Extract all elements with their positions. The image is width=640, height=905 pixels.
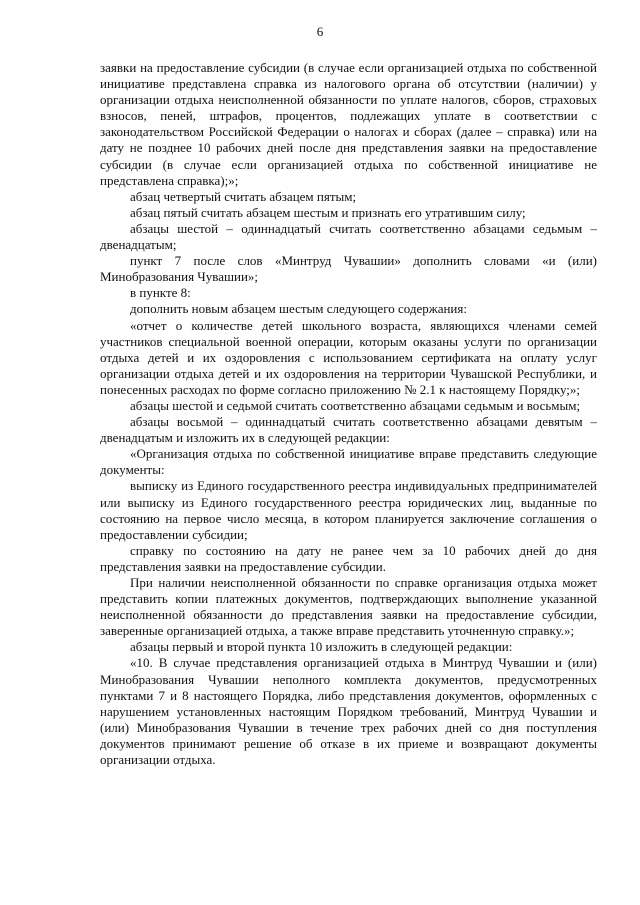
paragraph: «10. В случае представления организацией отдыха в Минтруд Чувашии и (или) Минобразования Чувашии неполного комплекта документов, предусмотренных пунктами 7 и 8 настоящего Порядка, либо представления документов, оформленных с нарушением установленных настоящим Порядком требований, Минтруд Чувашии и (или) Минобразования Чувашии в течение трех рабочих дней со дня поступления документов принимают решение об отказе в их приеме и возвращают документы организации отдыха. <box>100 655 597 768</box>
paragraph: заявки на предоставление субсидии (в случае если организацией отдыха по собственной инициативе представлена справка из налогового органа об отсутствии (наличии) у организации отдыха неисполненной обязанности по уплате налогов, сборов, страховых взносов, пеней, штрафов, процентов, подлежащих уплате в соответствии с законодательством Российской Федерации о налогах и сборах (далее – справка) или на дату не позднее 10 рабочих дней после дня представления заявки на предоставление субсидии (в случае если организацией отдыха по собственной инициативе не представлена справка);»; <box>100 60 597 188</box>
document-body <box>100 60 597 768</box>
paragraph: абзацы шестой – одиннадцатый считать соответственно абзацами седьмым – двенадцатым; <box>100 220 597 253</box>
paragraph: в пункте 8: <box>130 285 191 301</box>
paragraph: «отчет о количестве детей школьного возраста, являющихся членами семей участников специальной военной операции, которым оказаны услуги по организации отдыха детей и их оздоровления с использованием сертификата на оплату услуг организации отдыха детей и их оздоровления на территории Чувашской Республики, и понесенных расходах по форме согласно приложению № 2.1 к настоящему Порядку;»; <box>100 317 597 397</box>
paragraph: абзацы шестой и седьмой считать соответственно абзацами седьмым и восьмым; <box>130 397 581 413</box>
paragraph: абзац пятый считать абзацем шестым и признать его утратившим силу; <box>130 204 526 220</box>
paragraph: справку по состоянию на дату не ранее чем за 10 рабочих дней до дня представления заявки на предоставление субсидии. <box>100 542 597 574</box>
paragraph: абзацы первый и второй пункта 10 изложить в следующей редакции: <box>130 639 513 655</box>
paragraph: дополнить новым абзацем шестым следующего содержания: <box>130 301 467 317</box>
paragraph: пункт 7 после слов «Минтруд Чувашии» дополнить словами «и (или) Минобразования Чувашии»; <box>100 253 597 285</box>
paragraph: При наличии неисполненной обязанности по справке организация отдыха может представить копии платежных документов, подтверждающих выполнение указанной неисполненной обязанности до представления заявки на предоставление субсидии, заверенные организацией отдыха, а также вправе представить уточненную справку.»; <box>100 575 597 639</box>
page-number: 6 <box>316 24 324 39</box>
paragraph: абзацы восьмой – одиннадцатый считать соответственно абзацами девятым – двенадцатым и изложить их в следующей редакции: <box>100 414 597 446</box>
paragraph: выписку из Единого государственного реестра индивидуальных предпринимателей или выписку из Единого государственного реестра юридических лиц, выданные по состоянию на первое число месяца, в котором планируется заключение соглашения о предоставлении субсидии; <box>100 478 597 542</box>
paragraph: абзац четвертый считать абзацем пятым; <box>130 188 357 204</box>
paragraph: «Организация отдыха по собственной инициативе вправе представить следующие документы: <box>100 446 597 478</box>
